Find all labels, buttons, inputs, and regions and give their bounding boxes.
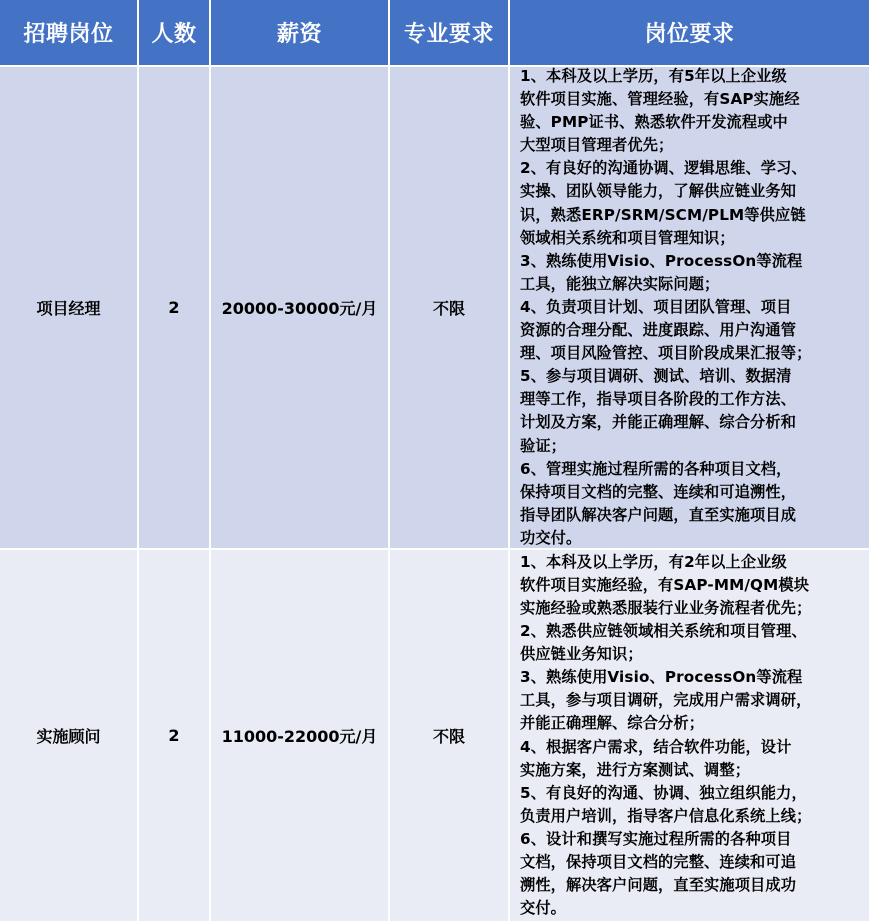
row2-position-text: 实施顾问 [36,727,101,746]
row1-headcount-text: 2 [168,298,180,317]
row1-position [0,67,137,548]
row2-major-text: 不限 [432,727,465,746]
row1-requirements-text: 1、本科及以上学历，有5年以上企业级 软件项目实施、管理经验，有SAP实施经 验、PMP证书、熟悉软件开发流程或中 大型项目管理者优先； 2、有良好的沟通协调、逻辑思维、学习、 实操、团队领导能力，了解供应链业务知 识，熟悉ERP/SRM/SCM/PLM等供应链 领域相关系统和项目管理知识； 3、熟练使用Visio、ProcessOn等流程 工具，能独立解决实际问题； 4、负责项目计划、项目团队管理、项目 资源的合理分配、进度跟踪、用户沟通管 理、项目风险管控、项目阶段成果汇报等； 5、参与项目调研、测试、培训、数据清 理等工作，指导项目各阶段的工作方法、 计划及方案，并能正确理解、综合分析和 验证； 6、管理实施过程所需的各种项目文档， 保持项目文档的完整、连续和可追溯性， 指导团队解决客户问题，直至实施项目成 功交付。 [520,67,812,547]
row2-headcount [139,550,209,921]
row2-headcount-text: 2 [168,726,180,745]
header-requirements-label: 岗位要求 [644,22,735,47]
row1-salary-text: 20000-30000元/月 [221,299,378,318]
row2-salary-text: 11000-22000元/月 [221,727,378,746]
row1-position-text: 项目经理 [36,299,101,318]
row2-requirements-text: 1、本科及以上学历，有2年以上企业级 软件项目实施经验，有SAP-MM/QM模块 实施经验或熟悉服装行业业务流程者优先； 2、熟悉供应链领域相关系统和项目管理、 供应链业务知识； 3、熟练使用Visio、ProcessOn等流程 工具，参与项目调研，完成用户需求调研， 并能正确理解、综合分析； 4、根据客户需求，结合软件功能，设计 实施方案，进行方案测试、调整； 5、有良好的沟通、协调、独立组织能力， 负责用户培训，指导客户信息化系统上线； 6、设计和撰写实施过程所需的各种项目 文档，保持项目文档的完整、连续和可追 溯性，解决客户问题，直至实施项目成功 交付。 [520,552,812,918]
row1-headcount [139,67,209,548]
header-major [390,0,508,65]
row1-major-text: 不限 [432,299,465,318]
header-headcount [139,0,209,65]
row2-salary [211,550,388,921]
row1-major [390,67,508,548]
row1-requirements [510,67,869,548]
header-major-label: 专业要求 [403,22,494,47]
row2-requirements [510,550,869,921]
header-headcount-label: 人数 [151,22,197,47]
header-requirements [510,0,869,65]
header-position [0,0,137,65]
header-salary-label: 薪资 [276,22,322,47]
row2-major [390,550,508,921]
header-salary [211,0,388,65]
header-position-label: 招聘岗位 [23,22,114,47]
row2-position [0,550,137,921]
row1-salary [211,67,388,548]
